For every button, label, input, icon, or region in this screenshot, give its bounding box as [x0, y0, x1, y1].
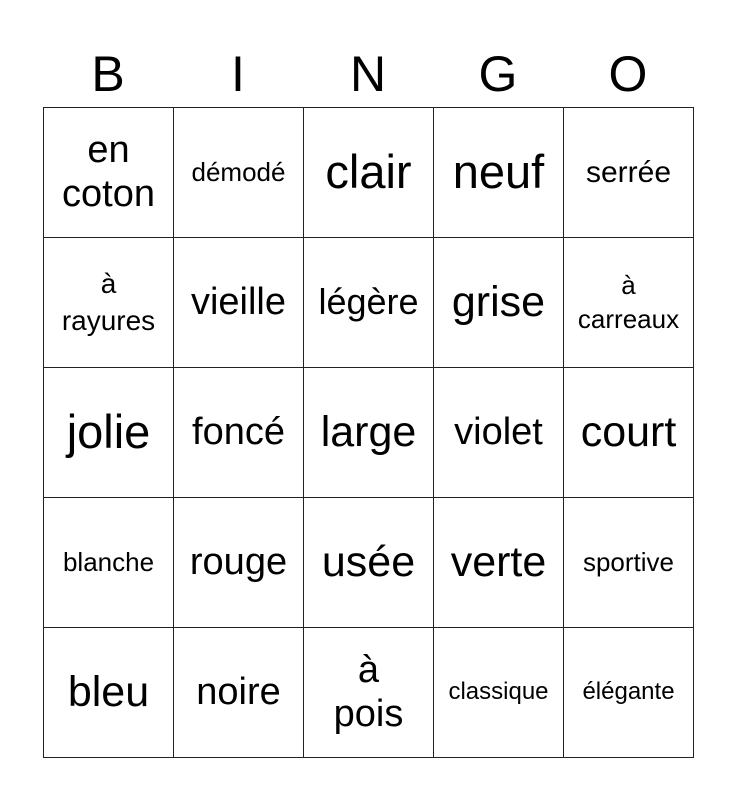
bingo-board [43, 107, 694, 758]
bingo-cell[interactable] [304, 498, 434, 628]
cell-word: blanche [62, 546, 155, 577]
header-letter-i: I [231, 46, 245, 102]
header-letter-b: B [91, 46, 125, 102]
bingo-cell[interactable] [304, 628, 434, 758]
cell-word: noire [196, 670, 281, 713]
cell-word: grise [451, 278, 546, 327]
cell-word: légère [318, 281, 419, 323]
bingo-cell[interactable] [44, 368, 174, 498]
bingo-cell[interactable] [434, 108, 564, 238]
cell-word: classique [448, 678, 549, 706]
bingo-cell[interactable] [434, 628, 564, 758]
header-letter-n: N [349, 46, 387, 102]
bingo-cell[interactable] [304, 238, 434, 368]
bingo-cell[interactable] [174, 108, 304, 238]
cell-word: sportive [582, 546, 675, 577]
bingo-cell[interactable] [44, 498, 174, 628]
cell-word: verte [450, 538, 547, 587]
bingo-cell[interactable] [434, 238, 564, 368]
cell-word: vieille [190, 280, 287, 323]
bingo-cell[interactable] [174, 368, 304, 498]
bingo-cell[interactable] [564, 238, 694, 368]
cell-word: à carreaux [577, 269, 680, 334]
bingo-cell[interactable] [304, 108, 434, 238]
bingo-cell[interactable] [564, 108, 694, 238]
cell-word: à pois [333, 648, 404, 735]
bingo-cell[interactable] [44, 238, 174, 368]
bingo-header [43, 40, 693, 108]
bingo-cell[interactable] [174, 628, 304, 758]
bingo-cell[interactable] [44, 628, 174, 758]
cell-word: rouge [189, 540, 288, 583]
cell-word: usée [321, 538, 416, 587]
bingo-cell[interactable] [174, 238, 304, 368]
bingo-cell[interactable] [174, 498, 304, 628]
cell-word: clair [325, 145, 412, 199]
bingo-cell[interactable] [434, 498, 564, 628]
bingo-cell[interactable] [434, 368, 564, 498]
cell-word: large [320, 408, 417, 457]
cell-word: neuf [452, 145, 545, 199]
cell-word: foncé [192, 410, 285, 453]
cell-word: jolie [66, 405, 151, 459]
cell-word: bleu [67, 668, 150, 717]
bingo-cell[interactable] [304, 368, 434, 498]
cell-word: démodé [191, 156, 286, 187]
bingo-cell[interactable] [564, 498, 694, 628]
header-letter-g: G [478, 46, 518, 102]
header-letter-o: O [608, 46, 648, 102]
cell-word: serrée [585, 155, 672, 189]
cell-word: court [580, 408, 677, 457]
bingo-cell[interactable] [564, 628, 694, 758]
cell-word: violet [454, 410, 543, 453]
bingo-cell[interactable] [44, 108, 174, 238]
bingo-cell[interactable] [564, 368, 694, 498]
cell-word: à rayures [61, 268, 156, 336]
cell-word: en coton [62, 128, 155, 215]
cell-word: élégante [582, 678, 675, 706]
